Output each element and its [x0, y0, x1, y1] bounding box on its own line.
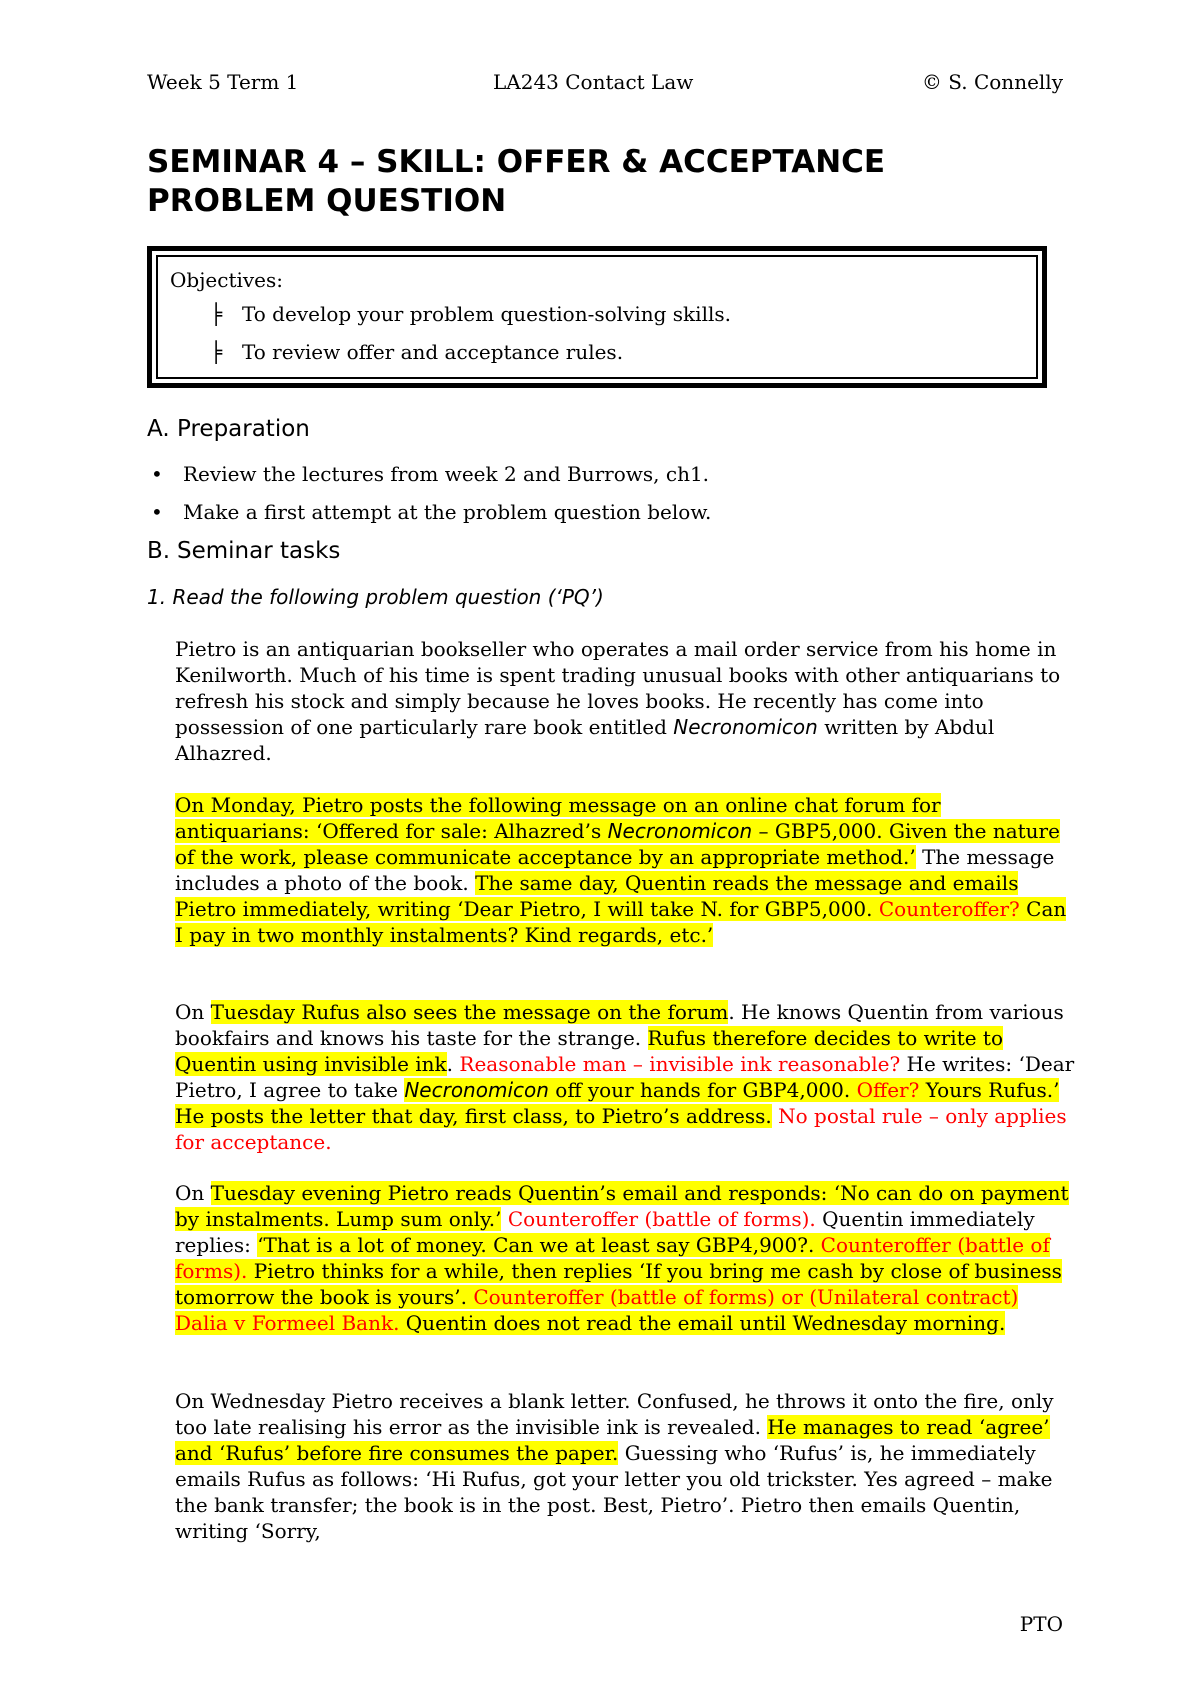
objectives-inner: [156, 255, 1038, 379]
pq-paragraph-4: On Tuesday evening Pietro reads Quentin’s email and responds: ‘No can do on payment by instalments. Lump sum only.’ Counteroffer (battle of forms). Quentin immediately replies: ‘That is a lot of money. Can we at least say GBP4,900?. Counteroffer (battle of forms). Pietro thinks for a while, then replies ‘If you bring me cash by close of business tomorrow the book is yours’. Counteroffer (battle of forms) or (Unilateral contract) Dalia v Formeel Bank. Quentin does not read the email until Wednesday morning.: [175, 1181, 1069, 1335]
annotation: Reasonable man – invisible ink reasonable?: [459, 1052, 901, 1076]
header-week: Week 5 Term 1: [147, 70, 299, 94]
section-title: Seminar tasks: [177, 538, 341, 564]
annotation: Counteroffer (battle of forms).: [501, 1207, 816, 1231]
list-item-text: Review the lectures from week 2 and Burrows, ch1.: [183, 462, 710, 486]
book-title: Necronomicon: [673, 715, 818, 739]
list-item: [151, 462, 709, 486]
objective-text: To develop your problem question-solving skills.: [242, 302, 731, 326]
annotation: Counteroffer (battle of forms) or (Unilateral contract) Dalia v Formeel Bank.: [175, 1285, 1019, 1335]
section-title: Preparation: [177, 416, 310, 442]
page-title: [147, 143, 1067, 221]
task-heading: 1. Read the following problem question (‘PQ’): [147, 585, 604, 609]
section-number: A.: [147, 416, 170, 442]
section-heading-seminar-tasks: [147, 538, 340, 564]
pq-paragraph-3: On Tuesday Rufus also sees the message on the forum. He knows Quentin from various bookfairs and knows his taste for the strange. Rufus therefore decides to write to Quentin using invisible ink. Reasonable man – invisible ink reasonable? He writes: ‘Dear Pietro, I agree to take Necronomicon off your hands for GBP4,000. Offer? Yours Rufus.’ He posts the letter that day, first class, to Pietro’s address. No postal rule – only applies for acceptance.: [175, 1000, 1075, 1154]
section-heading-preparation: [147, 416, 310, 442]
annotation: Counteroffer (battle of forms).: [175, 1233, 1050, 1283]
objectives-box: [147, 246, 1047, 388]
objective-item: [170, 333, 1024, 371]
section-number: B.: [147, 538, 171, 564]
annotation: Offer?: [850, 1078, 920, 1102]
header-course: LA243 Contact Law: [493, 70, 694, 94]
header-author: © S. Connelly: [921, 70, 1063, 94]
book-title: Necronomicon: [607, 819, 753, 843]
list-item: [151, 500, 711, 524]
objective-bullet-icon: ╞: [210, 302, 223, 326]
title-line-2: PROBLEM QUESTION: [147, 183, 507, 219]
objective-item: [170, 295, 1024, 333]
pq-paragraph-1: Pietro is an antiquarian bookseller who operates a mail order service from his home in Kenilworth. Much of his time is spent trading unusual books with other antiquarians to refresh his stock and simply because he loves books. He recently has come into possession of one particularly rare book entitled Necronomicon written by Abdul Alhazred.: [175, 637, 1061, 765]
page-footer-pto: PTO: [1019, 1612, 1063, 1636]
bullet-icon: •: [151, 500, 163, 524]
annotation: Counteroffer?: [878, 897, 1020, 921]
book-title: Necronomicon: [404, 1078, 549, 1102]
bullet-icon: •: [151, 462, 163, 486]
title-line-1: SEMINAR 4 – SKILL: OFFER & ACCEPTANCE: [147, 144, 886, 180]
objectives-heading: Objectives:: [170, 268, 284, 292]
pq-paragraph-2: On Monday, Pietro posts the following message on an online chat forum for antiquarians: ‘Offered for sale: Alhazred’s Necronomicon – GBP5,000. Given the nature of the work, please communicate acceptance by an appropriate method.’ The message includes a photo of the book. The same day, Quentin reads the message and emails Pietro immediately, writing ‘Dear Pietro, I will take N. for GBP5,000. Counteroffer? Can I pay in two monthly instalments? Kind regards, etc.’: [175, 793, 1067, 947]
objective-text: To review offer and acceptance rules.: [242, 340, 624, 364]
pq-paragraph-5: On Wednesday Pietro receives a blank letter. Confused, he throws it onto the fire, only too late realising his error as the invisible ink is revealed. He manages to read ‘agree’ and ‘Rufus’ before fire consumes the paper. Guessing who ‘Rufus’ is, he immediately emails Rufus as follows: ‘Hi Rufus, got your letter you old trickster. Yes agreed – make the bank transfer; the book is in the post. Best, Pietro’. Pietro then emails Quentin, writing ‘Sorry,: [175, 1389, 1054, 1543]
objective-bullet-icon: ╞: [210, 340, 223, 364]
list-item-text: Make a first attempt at the problem question below.: [183, 500, 712, 524]
annotation: No postal rule – only applies for acceptance.: [175, 1104, 1067, 1154]
